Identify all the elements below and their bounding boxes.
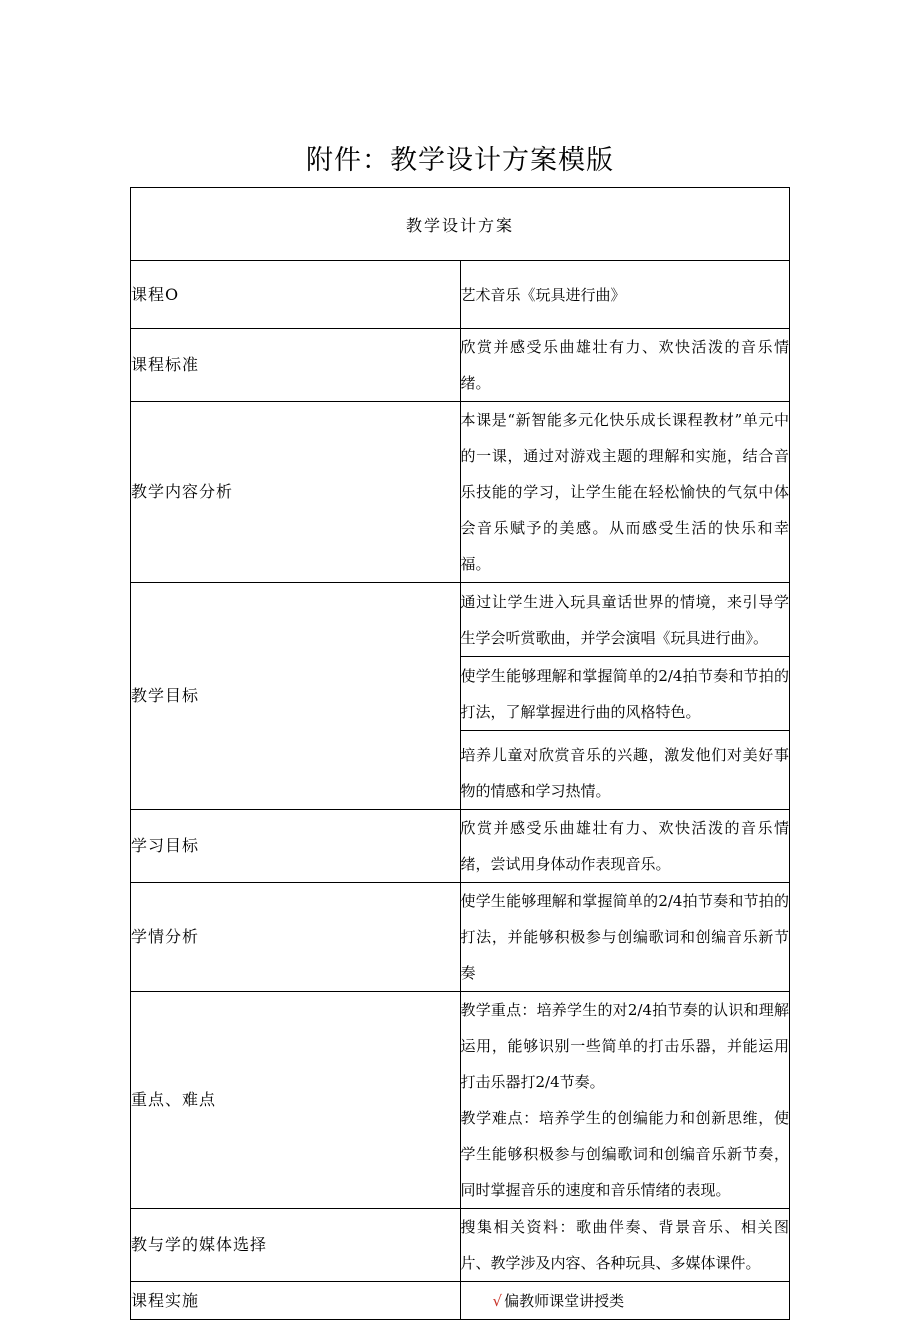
learning-goals-value: 欣赏并感受乐曲雄壮有力、欢快活泼的音乐情绪，尝试用身体动作表现音乐。 (460, 810, 790, 883)
content-analysis-row (131, 402, 790, 583)
key-points-label: 重点、难点 (131, 992, 461, 1209)
goal-item-3: 培养儿童对欣赏音乐的兴趣，激发他们对美好事物的情感和学习热情。 (460, 731, 790, 810)
table-header: 教学设计方案 (131, 188, 790, 261)
key-difficulty-text: 教学难点：培养学生的创编能力和创新思维，使学生能够积极参与创编歌词和创编音乐新节奏，同时掌握音乐的速度和音乐情绪的表现。 (460, 1109, 789, 1199)
implementation-label: 课程实施 (131, 1282, 461, 1320)
learning-goals-row (131, 810, 790, 883)
implementation-text: 偏教师课堂讲授类 (504, 1291, 625, 1310)
learner-analysis-label: 学情分析 (131, 883, 461, 992)
goals-label: 教学目标 (131, 583, 461, 810)
key-points-value (460, 992, 790, 1209)
goal-item-1: 通过让学生进入玩具童话世界的情境，来引导学生学会听赏歌曲，并学会演唱《玩具进行曲》。 (460, 583, 790, 657)
key-points-row (131, 992, 790, 1209)
media-row (131, 1209, 790, 1282)
key-focus-text: 教学重点：培养学生的对2/4拍节奏的认识和理解运用，能够识别一些简单的打击乐器，并能运用打击乐器打2/4节奏。 (460, 1001, 789, 1091)
course-label: 课程O (131, 261, 461, 329)
standard-value: 欣赏并感受乐曲雄壮有力、欢快活泼的音乐情绪。 (460, 329, 790, 402)
lesson-plan-table (130, 187, 790, 1320)
media-label: 教与学的媒体选择 (131, 1209, 461, 1282)
goal-item-2: 使学生能够理解和掌握简单的2/4拍节奏和节拍的打法，了解掌握进行曲的风格特色。 (460, 657, 790, 731)
document-title: 附件：教学设计方案模版 (306, 145, 614, 176)
learner-analysis-row (131, 883, 790, 992)
content-analysis-value: 本课是“新智能多元化快乐成长课程教材”单元中的一课，通过对游戏主题的理解和实施，结合音乐技能的学习，让学生能在轻松愉快的气氛中体会音乐赋予的美感。从而感受生活的快乐和幸福。 (460, 402, 790, 583)
standard-label: 课程标准 (131, 329, 461, 402)
check-mark-icon: √ (492, 1291, 503, 1310)
media-value: 搜集相关资料：歌曲伴奏、背景音乐、相关图片、教学涉及内容、各种玩具、多媒体课件。 (460, 1209, 790, 1282)
learner-analysis-value: 使学生能够理解和掌握简单的2/4拍节奏和节拍的打法，并能够积极参与创编歌词和创编音乐新节奏 (460, 883, 790, 992)
learning-goals-label: 学习目标 (131, 810, 461, 883)
course-row (131, 261, 790, 329)
course-value: 艺术音乐《玩具进行曲》 (460, 261, 790, 329)
standard-row (131, 329, 790, 402)
table-header-row (131, 188, 790, 261)
content-analysis-label: 教学内容分析 (131, 402, 461, 583)
goals-row-1 (131, 583, 790, 657)
